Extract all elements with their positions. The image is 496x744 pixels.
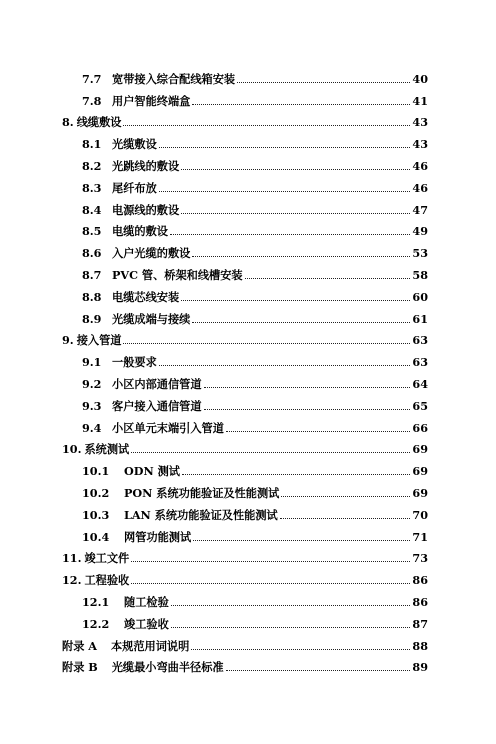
toc-entry-title: 小区单元末端引入管道 bbox=[112, 420, 224, 435]
toc-entry-page: 70 bbox=[412, 507, 428, 522]
toc-entry-title: 接入管道 bbox=[76, 333, 122, 348]
dot-leader bbox=[123, 124, 410, 126]
toc-entry-number: 7.7 bbox=[82, 71, 102, 86]
table-of-contents bbox=[62, 64, 428, 674]
toc-entry-number: 8.7 bbox=[82, 267, 102, 282]
toc-entry-number: 8.3 bbox=[82, 180, 102, 195]
dot-leader bbox=[159, 364, 411, 366]
toc-entry-page: 65 bbox=[412, 398, 428, 413]
toc-entry-number: 10.3 bbox=[82, 507, 110, 522]
toc-entry-title: 竣工文件 bbox=[84, 551, 130, 566]
toc-entry-page: 47 bbox=[412, 202, 428, 217]
toc-entry[interactable] bbox=[62, 86, 428, 108]
dot-leader bbox=[204, 386, 411, 388]
toc-entry[interactable] bbox=[62, 413, 428, 435]
dot-leader bbox=[181, 212, 410, 214]
toc-entry-number: 9.1 bbox=[82, 355, 102, 370]
toc-entry-title: 网管功能测试 bbox=[124, 529, 192, 544]
toc-entry-title: 宽带接入综合配线箱安装 bbox=[112, 71, 236, 86]
toc-entry-number: 10.4 bbox=[82, 529, 110, 544]
toc-entry-page: 43 bbox=[412, 137, 428, 152]
toc-entry-number: 8.1 bbox=[82, 137, 102, 152]
toc-entry-title: ODN 测试 bbox=[124, 464, 180, 479]
dot-leader bbox=[131, 560, 410, 562]
toc-entry-number: 10.1 bbox=[82, 464, 110, 479]
toc-entry[interactable] bbox=[62, 500, 428, 522]
toc-entry[interactable] bbox=[62, 347, 428, 369]
toc-entry[interactable] bbox=[62, 64, 428, 86]
dot-leader bbox=[181, 299, 410, 301]
toc-entry[interactable] bbox=[62, 238, 428, 260]
toc-entry-title: 光缆成端与接续 bbox=[112, 311, 191, 326]
toc-entry-page: 73 bbox=[412, 551, 428, 566]
toc-entry-title: 一般要求 bbox=[112, 355, 157, 370]
toc-entry-title: 入户光缆的敷设 bbox=[112, 246, 191, 261]
toc-entry-page: 58 bbox=[412, 267, 428, 282]
toc-entry-title: PON 系统功能验证及性能测试 bbox=[124, 485, 280, 500]
toc-entry-page: 63 bbox=[412, 355, 428, 370]
dot-leader bbox=[170, 233, 410, 235]
toc-entry-number: 附录 A bbox=[62, 638, 97, 653]
dot-leader bbox=[193, 539, 410, 541]
toc-entry-title: 光跳线的敷设 bbox=[112, 158, 180, 173]
toc-entry[interactable] bbox=[62, 173, 428, 195]
toc-entry-number: 8.8 bbox=[82, 289, 102, 304]
toc-entry-page: 88 bbox=[412, 638, 428, 653]
toc-entry-page: 49 bbox=[412, 224, 428, 239]
toc-entry-page: 40 bbox=[412, 71, 428, 86]
toc-entry[interactable] bbox=[62, 478, 428, 500]
toc-entry-page: 53 bbox=[412, 246, 428, 261]
toc-entry-number: 8. bbox=[62, 115, 74, 130]
toc-entry-number: 9. bbox=[62, 333, 74, 348]
toc-entry-number: 8.4 bbox=[82, 202, 102, 217]
toc-entry-page: 86 bbox=[412, 573, 428, 588]
dot-leader bbox=[237, 81, 410, 83]
dot-leader bbox=[280, 517, 411, 519]
toc-entry-page: 69 bbox=[412, 464, 428, 479]
toc-entry-title: 电缆的敷设 bbox=[112, 224, 168, 239]
toc-entry-number: 12.1 bbox=[82, 594, 110, 609]
toc-entry-title: 本规范用词说明 bbox=[110, 638, 190, 653]
toc-entry-number: 8.9 bbox=[82, 311, 102, 326]
toc-entry-number: 9.4 bbox=[82, 420, 102, 435]
toc-entry-page: 69 bbox=[412, 442, 428, 457]
toc-entry-number: 9.2 bbox=[82, 376, 102, 391]
toc-entry-title: PVC 管、桥架和线槽安装 bbox=[112, 267, 243, 282]
toc-entry[interactable] bbox=[62, 129, 428, 151]
toc-entry-number: 12. bbox=[62, 573, 82, 588]
dot-leader bbox=[191, 648, 410, 650]
dot-leader bbox=[192, 103, 410, 105]
toc-entry[interactable] bbox=[62, 108, 428, 130]
toc-entry[interactable] bbox=[62, 631, 428, 653]
toc-entry-page: 46 bbox=[412, 158, 428, 173]
dot-leader bbox=[123, 342, 410, 344]
toc-entry-title: 线缆敷设 bbox=[76, 115, 122, 130]
toc-entry-page: 86 bbox=[412, 594, 428, 609]
toc-entry-number: 8.5 bbox=[82, 224, 102, 239]
toc-entry[interactable] bbox=[62, 565, 428, 587]
toc-entry-title: LAN 系统功能验证及性能测试 bbox=[124, 507, 278, 522]
toc-entry[interactable] bbox=[62, 435, 428, 457]
dot-leader bbox=[204, 408, 411, 410]
toc-entry[interactable] bbox=[62, 282, 428, 304]
dot-leader bbox=[182, 473, 410, 475]
toc-entry-title: 随工检验 bbox=[124, 594, 169, 609]
toc-entry-page: 66 bbox=[412, 420, 428, 435]
dot-leader bbox=[171, 604, 411, 606]
dot-leader bbox=[226, 430, 411, 432]
toc-entry-page: 71 bbox=[412, 529, 428, 544]
toc-entry-page: 60 bbox=[412, 289, 428, 304]
toc-entry-number: 8.2 bbox=[82, 158, 102, 173]
dot-leader bbox=[171, 626, 411, 628]
dot-leader bbox=[281, 495, 410, 497]
toc-entry-title: 小区内部通信管道 bbox=[112, 376, 202, 391]
toc-entry-title: 电源线的敷设 bbox=[112, 202, 180, 217]
toc-entry[interactable] bbox=[62, 217, 428, 239]
toc-entry[interactable] bbox=[62, 326, 428, 348]
toc-entry[interactable] bbox=[62, 587, 428, 609]
toc-entry-title: 用户智能终端盒 bbox=[112, 93, 191, 108]
toc-entry-number: 10.2 bbox=[82, 485, 110, 500]
toc-entry-title: 电缆芯线安装 bbox=[112, 289, 180, 304]
toc-entry[interactable] bbox=[62, 522, 428, 544]
toc-entry-title: 客户接入通信管道 bbox=[112, 398, 202, 413]
toc-entry[interactable] bbox=[62, 151, 428, 173]
toc-entry-page: 63 bbox=[412, 333, 428, 348]
dot-leader bbox=[226, 669, 411, 671]
toc-entry[interactable] bbox=[62, 609, 428, 631]
dot-leader bbox=[131, 582, 410, 584]
toc-entry-page: 89 bbox=[412, 660, 428, 675]
toc-entry[interactable] bbox=[62, 260, 428, 282]
toc-entry[interactable] bbox=[62, 544, 428, 566]
toc-entry-page: 43 bbox=[412, 115, 428, 130]
toc-entry-number: 8.6 bbox=[82, 246, 102, 261]
toc-entry[interactable] bbox=[62, 456, 428, 478]
toc-entry[interactable] bbox=[62, 304, 428, 326]
toc-entry-number: 附录 B bbox=[62, 660, 98, 675]
dot-leader bbox=[159, 146, 411, 148]
dot-leader bbox=[192, 255, 410, 257]
toc-entry-page: 61 bbox=[412, 311, 428, 326]
toc-entry[interactable] bbox=[62, 391, 428, 413]
toc-entry-title: 竣工验收 bbox=[124, 616, 169, 631]
dot-leader bbox=[181, 168, 410, 170]
toc-entry-title: 光缆敷设 bbox=[112, 137, 157, 152]
toc-entry-title: 光缆最小弯曲半径标准 bbox=[111, 660, 224, 675]
toc-entry[interactable] bbox=[62, 653, 428, 675]
toc-entry-number: 10. bbox=[62, 442, 82, 457]
toc-entry-number: 12.2 bbox=[82, 616, 110, 631]
toc-entry-page: 41 bbox=[412, 93, 428, 108]
toc-entry-title: 系统测试 bbox=[84, 442, 130, 457]
dot-leader bbox=[245, 277, 411, 279]
toc-entry-number: 11. bbox=[62, 551, 82, 566]
dot-leader bbox=[192, 321, 410, 323]
toc-entry-number: 9.3 bbox=[82, 398, 102, 413]
toc-entry-title: 工程验收 bbox=[84, 573, 130, 588]
dot-leader bbox=[131, 451, 410, 453]
dot-leader bbox=[159, 190, 411, 192]
toc-entry-page: 64 bbox=[412, 376, 428, 391]
toc-entry[interactable] bbox=[62, 195, 428, 217]
toc-entry-page: 69 bbox=[412, 485, 428, 500]
toc-entry-number: 7.8 bbox=[82, 93, 102, 108]
toc-entry-page: 46 bbox=[412, 180, 428, 195]
toc-entry-page: 87 bbox=[412, 616, 428, 631]
toc-entry[interactable] bbox=[62, 369, 428, 391]
toc-entry-title: 尾纤布放 bbox=[112, 180, 157, 195]
